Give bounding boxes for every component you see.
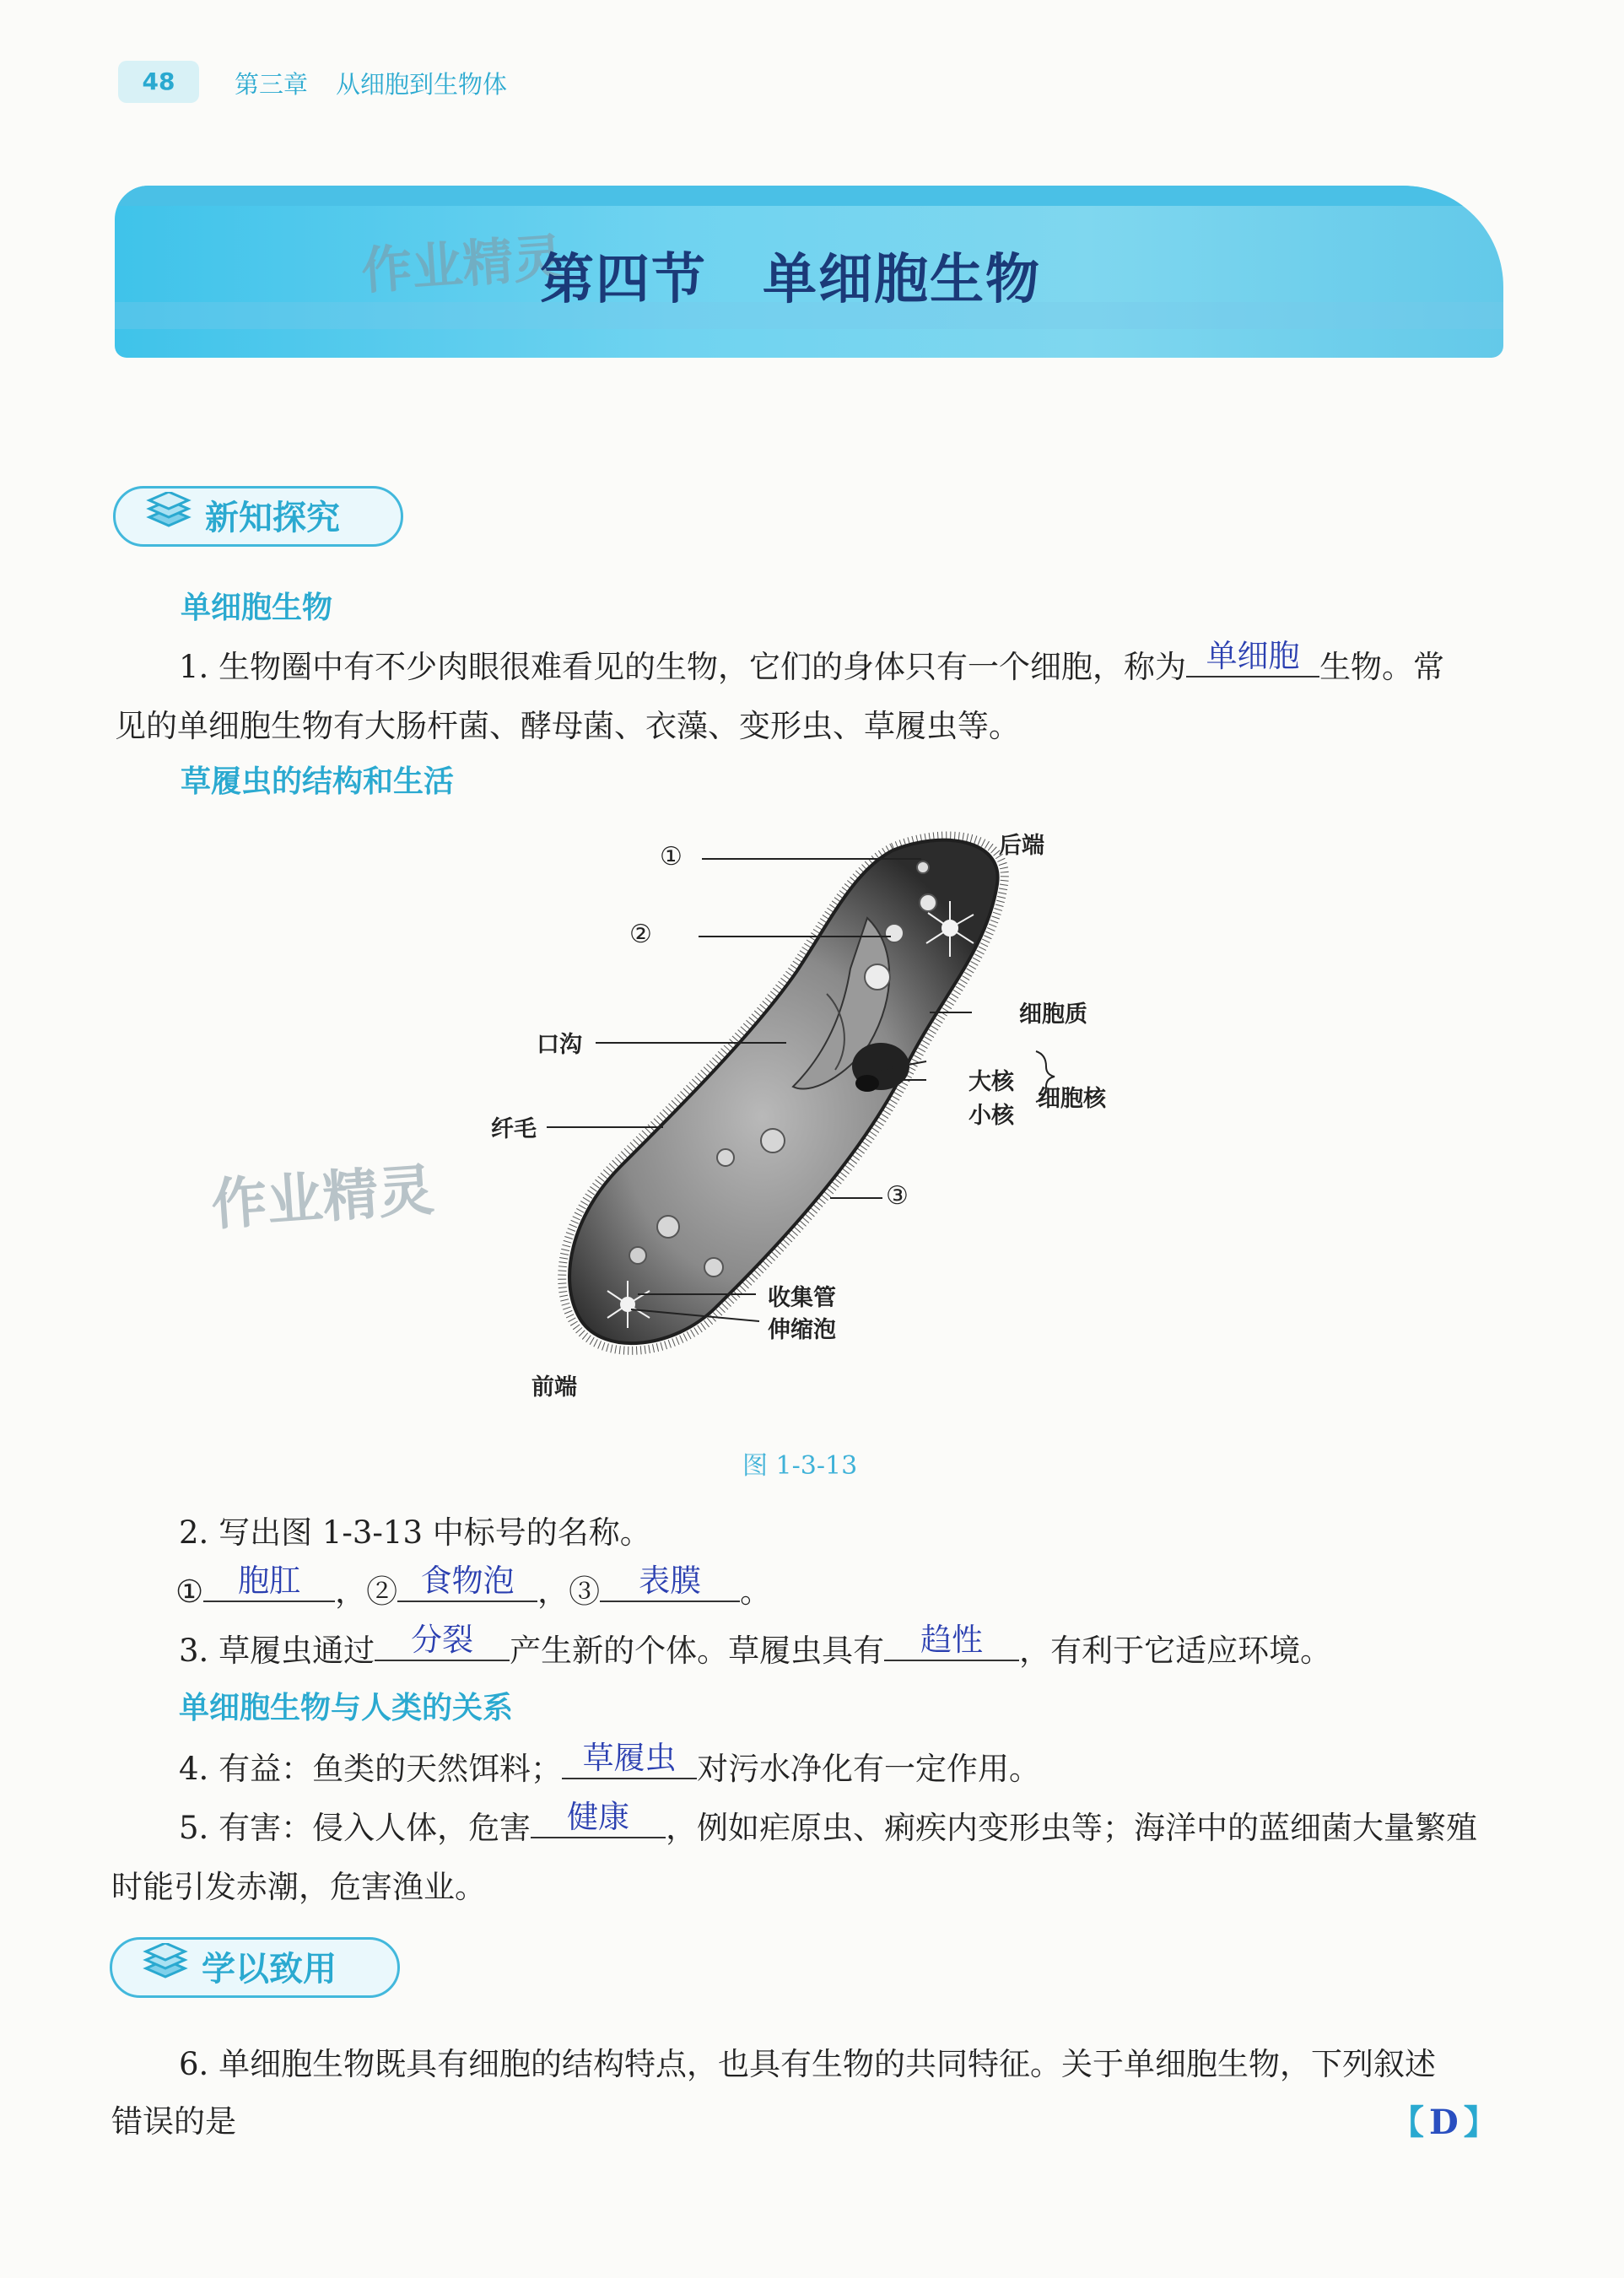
q5-answer: 健康 [567, 1799, 630, 1835]
tag-new-knowledge [113, 486, 403, 547]
question-2: 2. 写出图 1-3-13 中标号的名称。 [179, 1514, 651, 1551]
q6-answer-bracket [1390, 2096, 1503, 2144]
q4-answer: 草履虫 [582, 1740, 677, 1776]
q2-answer-3: 表膜 [639, 1563, 702, 1599]
q1-text-b: 生物。常 [1319, 649, 1445, 685]
q1-text-a: 1. 生物圈中有不少肉眼很难看见的生物，它们的身体只有一个细胞，称为 [179, 649, 1187, 685]
tag-apply [110, 1937, 400, 1998]
q3-text-c: ，有利于它适应环境。 [1019, 1633, 1332, 1669]
question-5-line-2: 时能引发赤潮，危害渔业。 [111, 1869, 486, 1905]
bracket-close: 】 [1463, 2103, 1503, 2142]
tag-label: 新知探究 [205, 499, 340, 537]
watermark: 作业精灵 [359, 228, 566, 302]
label-micronucleus: 小核 [968, 1103, 1014, 1129]
q6-answer: D [1429, 2103, 1464, 2142]
q4-text-b: 对污水净化有一定作用。 [697, 1751, 1041, 1787]
chapter-label: 第三章 [235, 70, 309, 99]
anal-pore [917, 861, 929, 873]
question-1-line-2: 见的单细胞生物有大肠杆菌、酵母菌、衣藻、变形虫、草履虫等。 [115, 708, 1020, 744]
question-3 [179, 1622, 1332, 1671]
page-number: 48 [118, 61, 199, 103]
q3-answer-2: 趋性 [920, 1622, 984, 1658]
q2-sep-2: ，③ [537, 1574, 601, 1610]
chapter-name: 从细胞到生物体 [336, 70, 508, 99]
q3-text-a: 3. 草履虫通过 [179, 1633, 375, 1669]
label-cilia: 纤毛 [491, 1116, 537, 1142]
q2-blank-1 [203, 1563, 335, 1602]
q5-text-a: 5. 有害：侵入人体，危害 [179, 1810, 531, 1846]
q3-text-b: 产生新的个体。草履虫具有 [510, 1633, 885, 1669]
figure-caption: 图 1-3-13 [742, 1451, 858, 1481]
q4-blank [562, 1740, 697, 1779]
question-5-line-1 [179, 1799, 1478, 1848]
q2-blank-3 [600, 1563, 740, 1602]
subhead-relationship: 单细胞生物与人类的关系 [179, 1691, 514, 1725]
section-title: 第四节 单细胞生物 [540, 248, 1041, 311]
food-vacuole [920, 894, 936, 911]
label-n3: ③ [886, 1181, 909, 1211]
paramecium-body [569, 840, 998, 1343]
label-n1: ① [660, 842, 683, 872]
tag-label: 学以致用 [202, 1950, 337, 1989]
label-contractile-vacuole: 伸缩泡 [768, 1317, 836, 1343]
q3-answer-1: 分裂 [411, 1622, 474, 1658]
q3-blank-1 [375, 1622, 510, 1661]
book-stack-icon [143, 1941, 188, 1997]
watermark-figure: 作业精灵 [209, 1157, 436, 1239]
q2-answer-1: 胞肛 [238, 1563, 301, 1599]
q2-sep-1: ，② [335, 1574, 398, 1610]
label-collecting-canal: 收集管 [768, 1285, 836, 1311]
q2-end: 。 [740, 1574, 772, 1610]
q1-blank [1186, 638, 1319, 677]
label-n2: ② [629, 920, 652, 949]
label-nucleus: 细胞核 [1038, 1086, 1106, 1112]
subhead-paramecium: 草履虫的结构和生活 [181, 764, 455, 799]
label-cytoplasm: 细胞质 [1019, 1001, 1087, 1028]
question-6-line-2: 错误的是 [111, 2103, 236, 2140]
micronucleus-shape [855, 1075, 879, 1092]
label-oral-groove: 口沟 [537, 1032, 582, 1058]
q2-blank-2 [397, 1563, 537, 1602]
q1-answer: 单细胞 [1206, 638, 1300, 674]
q4-text-a: 4. 有益：鱼类的天然饵料； [179, 1751, 563, 1787]
q5-text-b: ，例如疟原虫、痢疾内变形虫等；海洋中的蓝细菌大量繁殖 [666, 1810, 1478, 1846]
label-front-end: 前端 [531, 1374, 577, 1401]
question-1-line-1 [179, 638, 1445, 687]
question-4 [179, 1740, 1041, 1789]
bracket-open: 【 [1390, 2103, 1429, 2142]
label-back-end: 后端 [999, 833, 1044, 859]
question-6-line-1: 6. 单细胞生物既具有细胞的结构特点，也具有生物的共同特征。关于单细胞生物，下列叙述 [179, 2046, 1437, 2082]
q5-blank [531, 1799, 666, 1838]
q3-blank-2 [884, 1622, 1019, 1661]
q2-n1: ① [175, 1574, 204, 1610]
q2-answer-2: 食物泡 [420, 1563, 515, 1599]
question-2-answers [175, 1563, 772, 1611]
label-macronucleus: 大核 [968, 1069, 1014, 1095]
subhead-unicellular: 单细胞生物 [181, 591, 333, 625]
book-stack-icon [146, 490, 192, 546]
